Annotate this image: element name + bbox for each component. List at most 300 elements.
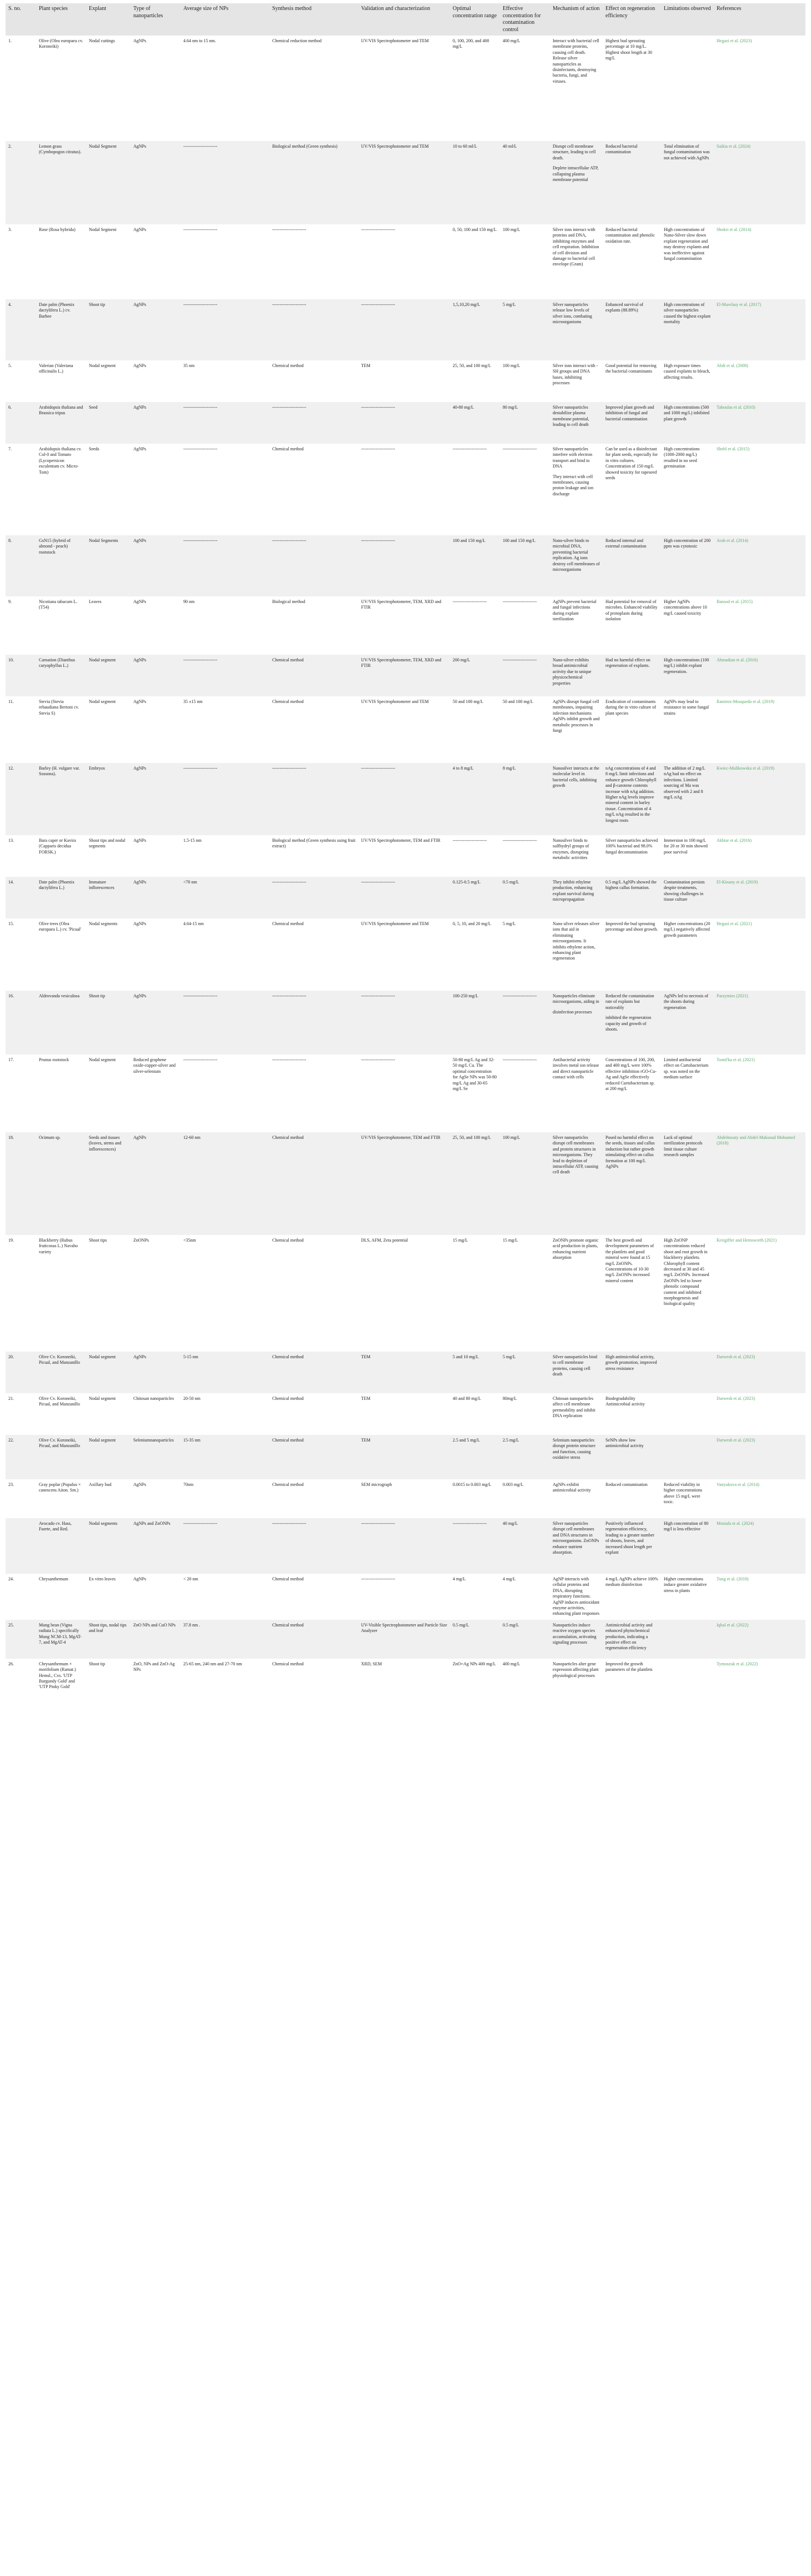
cell-reference-link[interactable]: Shebl et al. (2015) [714, 444, 805, 535]
cell-sno: 25. [6, 1620, 36, 1659]
cell-explant: Shoot tip [86, 991, 131, 1054]
cell-regeneration-paragraph: 4 mg/L AgNPs achieve 100% medium disinfection [605, 1576, 658, 1588]
cell-sno: 26. [6, 1659, 36, 1703]
cell-validation: UV/VIS Spectrophotometer, TEM, XRD and FTIR [358, 596, 450, 655]
cell-np-type: AgNPs and ZnONPs [131, 1518, 181, 1574]
cell-mechanism [550, 1574, 603, 1620]
cell-reference-link[interactable]: Abdi et al. (2008) [714, 360, 805, 402]
cell-sno: 8. [6, 535, 36, 596]
cell-validation: TEM [358, 1352, 450, 1393]
cell-regeneration-paragraph: Improved plant growth and inhibition of fungal and bacterial contamination [605, 405, 654, 421]
cell-explant: Shoot tips and nodal segments [86, 835, 131, 877]
cell-optimal-conc: 50 and 100 mg/L [450, 696, 500, 763]
cell-mechanism-paragraph: Nano-silver exhibits broad antimicrobial activity due to unique physicochemical properties [553, 657, 592, 686]
cell-avg-size: < 20 nm [181, 1574, 269, 1620]
cell-sno [6, 1518, 36, 1574]
cell-sno: 18. [6, 1132, 36, 1235]
cell-avg-size: ----------------------- [181, 402, 269, 444]
cell-np-type: AgNPs [131, 444, 181, 535]
cell-mechanism [550, 1518, 603, 1574]
cell-synthesis: ----------------------- [269, 991, 358, 1054]
cell-optimal-conc: 1,5,10,20 mg/L [450, 299, 500, 360]
cell-limitations [661, 444, 714, 535]
cell-effective-conc: 400 mg/L [500, 36, 550, 141]
cell-avg-size: 35 ±15 nm [181, 696, 269, 763]
cell-optimal-conc: ----------------------- [450, 596, 500, 655]
cell-synthesis: Chemical method [269, 696, 358, 763]
header-synthesis: Synthesis method [269, 3, 358, 36]
cell-regeneration-paragraph: The best growth and development parameters of the plantlets and good mineral were found at 15 mg/L ZnONPs. Concentrations of 10-30 mg/L ZnONPs increased mineral content [605, 1238, 654, 1283]
cell-plant-species: Olive Cv. Koroneiki, Picual, and Manzanillo [36, 1393, 86, 1435]
cell-optimal-conc: 0.5 mg/L [450, 1620, 500, 1659]
cell-validation: ----------------------- [358, 299, 450, 360]
header-effective-conc: Effective concentration for contamination control [500, 3, 550, 36]
table-row [6, 1659, 805, 1703]
cell-limitations-paragraph: The addition of 2 mg/L nAg had no effect on infections. Limited sourcing of Ma was observed with 2 and 8 mg/L nAg [664, 766, 705, 800]
cell-mechanism [550, 596, 603, 655]
cell-validation: ----------------------- [358, 1518, 450, 1574]
cell-np-type: ZnONPs [131, 1235, 181, 1352]
cell-regeneration [603, 1054, 661, 1132]
cell-effective-conc: 0.5 mg/L [500, 1620, 550, 1659]
cell-mechanism-paragraph: They inhibit ethylene production, enhancing explant survival during micropropagation [553, 880, 594, 902]
cell-limitations-paragraph: AgNPs may lead to resistance in some fungal strains [664, 699, 709, 716]
cell-reference-link[interactable]: Hegazi et al. (2023) [714, 36, 805, 141]
cell-regeneration [603, 1393, 661, 1435]
table-row [6, 360, 805, 402]
cell-mechanism [550, 141, 603, 224]
cell-explant: Embryos [86, 763, 131, 835]
cell-limitations [661, 835, 714, 877]
cell-mechanism [550, 1659, 603, 1703]
cell-avg-size: ----------------------- [181, 224, 269, 299]
cell-limitations [661, 1620, 714, 1659]
cell-regeneration-paragraph: Good potential for removing the bacterial contaminants [605, 363, 657, 374]
cell-regeneration-paragraph: Had no harmful effect on regeneration of explants. [605, 657, 650, 669]
cell-regeneration-paragraph: Positively influenced regeneration efficiency, leading to a greater number of shoots, leaves, and increased shoot length per explant [605, 1521, 654, 1555]
cell-avg-size: 5-15 nm [181, 1352, 269, 1393]
cell-plant-species: Carnation (Dianthus caryophyllus L.) [36, 655, 86, 696]
cell-np-type: AgNPs [131, 360, 181, 402]
cell-regeneration-paragraph: Can be used as a disinfectant for plant seeds, especially for in vitro cultures. Concentration of 150 mg/L showed toxicity for rapeseed seeds [605, 446, 658, 480]
cell-sno: 10. [6, 655, 36, 696]
cell-regeneration-paragraph: Posed no harmful effect on the seeds, tissues and callus induction but rather growth stimulating effect on callus formation at 100 mg/L AgNPs [605, 1135, 655, 1169]
cell-avg-size: 70nm [181, 1479, 269, 1518]
cell-limitations-paragraph: High ZnONP concentrations reduced shoot and root growth in blackberry plantlets. Chlorophyll content decreased at 30 and 45 mg/L ZnONPs. Increased ZnONPs led to lower phenolic compound content and inhibited morphogenesis and biological quality [664, 1238, 709, 1307]
cell-effective-conc: ----------------------- [500, 1054, 550, 1132]
cell-avg-size: ----------------------- [181, 141, 269, 224]
cell-validation: UV/VIS Spectrophotometer, TEM, XRD and FTIR [358, 655, 450, 696]
cell-np-type: AgNPs [131, 596, 181, 655]
cell-mechanism-paragraph: Chitosan nanoparticles affect cell membrane permeability and inhibit DNA replication [553, 1396, 595, 1419]
cell-sno: 4. [6, 299, 36, 360]
cell-effective-conc: 80 mg/L [500, 402, 550, 444]
cell-explant: Nodal Segments [86, 535, 131, 596]
cell-mechanism-paragraph: Silver nanoparticles bind to cell membrane proteins, causing cell death [553, 1354, 597, 1377]
cell-np-type: AgNPs [131, 918, 181, 991]
cell-np-type: AgNPs [131, 696, 181, 763]
cell-np-type: AgNPs [131, 655, 181, 696]
cell-np-type: AgNPs [131, 877, 181, 918]
cell-validation: UV/VIS Spectrophotometer and TEM [358, 696, 450, 763]
cell-regeneration-paragraph: Highest bud sprouting percentage at 10 mg/L. Highest shoot length at 30 mg/L [605, 38, 652, 61]
cell-regeneration [603, 596, 661, 655]
cell-avg-size: 90 nm [181, 596, 269, 655]
table-row [6, 141, 805, 224]
cell-optimal-conc: ----------------------- [450, 1518, 500, 1574]
cell-limitations-paragraph: Higher concentrations (20 mg/L) negatively affected growth parameters [664, 921, 710, 938]
cell-optimal-conc: 100-250 mg/L [450, 991, 500, 1054]
cell-regeneration-paragraph: Improved the growth parameters of the plantlets [605, 1661, 653, 1673]
cell-avg-size: ----------------------- [181, 763, 269, 835]
cell-regeneration [603, 1479, 661, 1518]
cell-mechanism [550, 224, 603, 299]
cell-reference-link[interactable]: Parzymies (2021) [714, 991, 805, 1054]
cell-sno: 12. [6, 763, 36, 835]
cell-sno: 13. [6, 835, 36, 877]
cell-plant-species: Date palm (Phoenix dactylifera L.) [36, 877, 86, 918]
cell-validation: TEM [358, 1393, 450, 1435]
cell-mechanism [550, 1235, 603, 1352]
cell-optimal-conc: 4 to 8 mg/L [450, 763, 500, 835]
header-limitations: Limitations observed [661, 3, 714, 36]
cell-np-type: AgNPs [131, 535, 181, 596]
cell-validation: ----------------------- [358, 535, 450, 596]
header-optimal-conc: Optimal concentration range [450, 3, 500, 36]
cell-explant: Nodal segments [86, 1518, 131, 1574]
cell-plant-species: Chrysanthemum [36, 1574, 86, 1620]
cell-limitations-paragraph: High exposure times caused explants to bleach, affecting results. [664, 363, 710, 380]
cell-reference-link[interactable]: Abdelmoaty and Abdel-Maksoud Mohamed (2018) [714, 1132, 805, 1235]
cell-regeneration [603, 141, 661, 224]
table-row [6, 36, 805, 141]
cell-limitations [661, 763, 714, 835]
cell-regeneration [603, 1235, 661, 1352]
cell-regeneration [603, 535, 661, 596]
cell-synthesis: Chemical method [269, 1132, 358, 1235]
cell-explant: Immature inflorescences [86, 877, 131, 918]
cell-mechanism-paragraph: Nanoparticles alter gene expression affecting plant physiological processes [553, 1661, 599, 1678]
cell-reference-link[interactable]: Tung et al. (2018) [714, 1574, 805, 1620]
cell-sno: 2. [6, 141, 36, 224]
cell-sno: 11. [6, 696, 36, 763]
cell-sno: 23. [6, 1479, 36, 1518]
cell-reference-link[interactable]: Tomička et al. (2021) [714, 1054, 805, 1132]
cell-plant-species: Rose (Rosa hybrida) [36, 224, 86, 299]
cell-regeneration-paragraph: Reduced internal and external contamination [605, 538, 647, 549]
cell-mechanism [550, 1620, 603, 1659]
cell-optimal-conc: ZnO+Ag NPs 400 mg/L [450, 1659, 500, 1703]
cell-mechanism [550, 1352, 603, 1393]
cell-synthesis: Chemical method [269, 1352, 358, 1393]
table-row [6, 1054, 805, 1132]
cell-explant: Axillary bud [86, 1479, 131, 1518]
cell-reference-link[interactable]: Ramirez-Mosqueda et al. (2019) [714, 696, 805, 763]
cell-plant-species: Olive trees (Olea europaea L.) cv. 'Picual' [36, 918, 86, 991]
table-body [6, 36, 805, 1703]
cell-regeneration [603, 763, 661, 835]
cell-effective-conc: 5 mg/L [500, 299, 550, 360]
cell-np-type: AgNPs [131, 835, 181, 877]
cell-reference-link[interactable]: El-Mawlasy et al. (2017) [714, 299, 805, 360]
cell-limitations-paragraph: Immersion in 100 mg/L for 20 or 30 min showed poor survival [664, 838, 708, 855]
cell-sno: 21. [6, 1393, 36, 1435]
cell-np-type: Seleniumnanoparticles [131, 1435, 181, 1479]
cell-regeneration-paragraph: Reduced contamination [605, 1482, 648, 1487]
cell-validation: ----------------------- [358, 763, 450, 835]
cell-plant-species: Bara caper or Kavira (Capparis decidua FORSK.) [36, 835, 86, 877]
cell-limitations [661, 1352, 714, 1393]
cell-explant: Shoot tip [86, 1659, 131, 1703]
cell-effective-conc: ----------------------- [500, 655, 550, 696]
cell-plant-species: Arabidopsis thaliana cv. Col-0 and Tomato (Lycopersicon esculentum cv. Micro-Tom) [36, 444, 86, 535]
table-row [6, 696, 805, 763]
cell-optimal-conc: 10 to 60 ml/L [450, 141, 500, 224]
table-row [6, 1620, 805, 1659]
cell-synthesis: Chemical method [269, 1435, 358, 1479]
cell-plant-species: GsN15 (hybrid of almond - peach) rootstock [36, 535, 86, 596]
cell-np-type: AgNPs [131, 991, 181, 1054]
cell-effective-conc: 100 mg/L [500, 224, 550, 299]
cell-sno: 5. [6, 360, 36, 402]
cell-synthesis: Chemical method [269, 655, 358, 696]
table-row [6, 763, 805, 835]
cell-effective-conc: ----------------------- [500, 444, 550, 535]
cell-mechanism-paragraph: Disrupt cell membrane structure, leading to cell death. [553, 144, 596, 160]
cell-limitations [661, 1435, 714, 1479]
cell-explant: Nodal segment [86, 1054, 131, 1132]
cell-explant: Ex vitro leaves [86, 1574, 131, 1620]
cell-reference-link[interactable]: Vanyukova et al. (2014) [714, 1479, 805, 1518]
cell-synthesis: Biological method [269, 596, 358, 655]
cell-effective-conc: 4 mg/L [500, 1574, 550, 1620]
cell-validation: SEM micrograph [358, 1479, 450, 1518]
cell-validation: ----------------------- [358, 877, 450, 918]
cell-reference-link[interactable]: Arab et al. (2014) [714, 535, 805, 596]
cell-avg-size: ----------------------- [181, 444, 269, 535]
cell-explant: Shoot tips [86, 1235, 131, 1352]
cell-limitations [661, 1235, 714, 1352]
cell-plant-species: Date palm (Phoenix dactylifera L.) cv. Barhee [36, 299, 86, 360]
cell-mechanism-paragraph: Selenium nanoparticles disrupt protein structure and function, causing oxidative stress [553, 1438, 595, 1460]
cell-sno: 3. [6, 224, 36, 299]
cell-reference-link[interactable]: Mostafa et al. (2024) [714, 1518, 805, 1574]
table-row [6, 224, 805, 299]
cell-mechanism-paragraph: Silver ions interact with proteins and DNA, inhibiting enzymes and cell respiration. Inhibition of cell division and damage to bacterial cell envelope (Gram) [553, 227, 599, 267]
cell-plant-species: Arabidopsis thaliana and Brassica tripus [36, 402, 86, 444]
cell-mechanism [550, 1435, 603, 1479]
cell-mechanism [550, 655, 603, 696]
cell-synthesis: ----------------------- [269, 763, 358, 835]
table-row [6, 1479, 805, 1518]
cell-regeneration [603, 1620, 661, 1659]
cell-np-type: AgNPs [131, 224, 181, 299]
cell-explant: Nodal segment [86, 1393, 131, 1435]
cell-regeneration [603, 1435, 661, 1479]
cell-limitations [661, 596, 714, 655]
cell-limitations [661, 655, 714, 696]
cell-validation: ----------------------- [358, 991, 450, 1054]
cell-plant-species: Gray poplar (Populus × canescens Aiton. Sm.) [36, 1479, 86, 1518]
cell-optimal-conc: ----------------------- [450, 835, 500, 877]
cell-synthesis: Chemical method [269, 918, 358, 991]
cell-validation: UV-Visible Spectrophotometer and Particle Size Analyzer [358, 1620, 450, 1659]
cell-reference-link[interactable]: Kwiec-Malikowska et al. (2019) [714, 763, 805, 835]
cell-effective-conc: 100 and 150 mg/L [500, 535, 550, 596]
cell-effective-conc: 40 ml/L [500, 141, 550, 224]
cell-regeneration [603, 835, 661, 877]
table-row [6, 1352, 805, 1393]
cell-np-type: AgNPs [131, 141, 181, 224]
cell-synthesis: Chemical method [269, 1479, 358, 1518]
cell-limitations-paragraph: High concentrations (500 and 1000 mg/L) inhibited plant growth [664, 405, 709, 421]
cell-limitations [661, 141, 714, 224]
cell-explant: Leaves [86, 596, 131, 655]
cell-regeneration [603, 360, 661, 402]
cell-explant: Nodal Segment [86, 141, 131, 224]
header-sno: S. no. [6, 3, 36, 36]
cell-validation: TEM [358, 360, 450, 402]
cell-limitations [661, 1054, 714, 1132]
cell-np-type: AgNPs [131, 1574, 181, 1620]
cell-regeneration [603, 877, 661, 918]
cell-reference-link[interactable]: Darwesh et al. (2023) [714, 1352, 805, 1393]
cell-synthesis: ----------------------- [269, 1518, 358, 1574]
cell-regeneration-paragraph: Antimicrobial activity and enhanced phytochemical production, indicating a positive effect on regeneration efficiency [605, 1622, 653, 1651]
cell-regeneration [603, 224, 661, 299]
cell-np-type: AgNPs [131, 299, 181, 360]
cell-validation: UV/VIS Spectrophotometer and TEM [358, 36, 450, 141]
cell-reference-link[interactable]: Darwesh et al. (2023) [714, 1435, 805, 1479]
cell-limitations-paragraph: Total elimination of fungal contamination was not achieved with AgNPs [664, 144, 710, 160]
table-header-row [6, 3, 805, 36]
cell-sno: 22. [6, 1435, 36, 1479]
cell-np-type: AgNPs [131, 1352, 181, 1393]
cell-effective-conc: 40 mg/L [500, 1518, 550, 1574]
cell-plant-species: Avocado cv. Hass, Fuerte, and Red. [36, 1518, 86, 1574]
cell-optimal-conc: 50-80 mg/L Ag and 32-50 mg/L Cu. The optimal concentration for AgSe NPs was 50-80 mg/L Ag and 30-65 mg/L Se [450, 1054, 500, 1132]
cell-mechanism-paragraph: Nanosilver binds to sulfhydryl groups of enzymes, disrupting metabolic activities [553, 838, 589, 861]
cell-limitations-paragraph: High concentration of 80 mg/l is less effective [664, 1521, 709, 1532]
cell-limitations [661, 224, 714, 299]
cell-mechanism-paragraph: Nano silver releases silver ions that aid in eliminating microorganisms. It inhibits ethylene action, enhancing plant regeneration [553, 921, 600, 961]
cell-reference-link[interactable]: Darwesh et al. (2023) [714, 1393, 805, 1435]
table-row [6, 1518, 805, 1574]
cell-limitations [661, 1659, 714, 1703]
cell-regeneration [603, 36, 661, 141]
cell-effective-conc: 100 mg/L [500, 360, 550, 402]
cell-avg-size: ----------------------- [181, 535, 269, 596]
cell-np-type: AgNPs [131, 36, 181, 141]
cell-synthesis: Chemical method [269, 1620, 358, 1659]
cell-limitations-paragraph: Reduced viability in higher concentrations above 15 mg/L were toxic. [664, 1482, 703, 1505]
cell-sno: 1. [6, 36, 36, 141]
cell-explant: Nodal segment [86, 1435, 131, 1479]
cell-reference-link[interactable]: Akhtar et al. (2016) [714, 835, 805, 877]
cell-limitations [661, 1574, 714, 1620]
cell-synthesis: Chemical method [269, 1574, 358, 1620]
cell-sno: 19. [6, 1235, 36, 1352]
cell-mechanism [550, 1393, 603, 1435]
cell-mechanism-paragraph: AgNPs disrupt fungal cell membranes, impairing infection mechanisms AgNPs inhibit growth and metabolic processes in fungi [553, 699, 600, 733]
cell-plant-species: Olive Cv. Koroneiki, Picual, and Manzanillo [36, 1435, 86, 1479]
cell-regeneration-paragraph: Had potential for removal of microbes. Enhanced viability of protoplasts during isolation [605, 599, 658, 622]
cell-synthesis: ----------------------- [269, 877, 358, 918]
table-row [6, 444, 805, 535]
header-regeneration: Effect on regeneration efficiency [603, 3, 661, 36]
cell-plant-species: Lemon grass (Cymbopogon citratus). [36, 141, 86, 224]
cell-reference-link[interactable]: Bansod et al. (2015) [714, 596, 805, 655]
cell-reference-link[interactable]: Kreigiffer and Hemsworth (2021) [714, 1235, 805, 1352]
cell-mechanism-paragraph: Silver nanoparticles release low levels of silver ions, combating microorganisms [553, 302, 592, 325]
cell-synthesis: Chemical method [269, 1235, 358, 1352]
cell-limitations [661, 535, 714, 596]
cell-sno: 24. [6, 1574, 36, 1620]
cell-mechanism-paragraph: AgNPs exhibit antimicrobial activity [553, 1482, 591, 1493]
cell-avg-size: ----------------------- [181, 1054, 269, 1132]
cell-explant: Seed [86, 402, 131, 444]
cell-mechanism [550, 991, 603, 1054]
cell-reference-link[interactable]: Shokri et al. (2014) [714, 224, 805, 299]
cell-limitations [661, 696, 714, 763]
cell-regeneration-paragraph: Enhanced survival of explants (88.89%) [605, 302, 643, 313]
cell-explant: Nodal segments [86, 918, 131, 991]
cell-mechanism [550, 36, 603, 141]
cell-mechanism-paragraph: AgNPs prevent bacterial and fungal infections during explant sterilization [553, 599, 597, 622]
cell-regeneration-paragraph: SeNPs show low antimicrobial activity [605, 1438, 644, 1449]
cell-regeneration [603, 402, 661, 444]
cell-reference-link[interactable]: Iqbal et al. (2022) [714, 1620, 805, 1659]
cell-mechanism [550, 1132, 603, 1235]
cell-effective-conc: ----------------------- [500, 596, 550, 655]
cell-sno: 9. [6, 596, 36, 655]
cell-plant-species: Barley (H. vulgare var. Sossona). [36, 763, 86, 835]
cell-avg-size: <35nm [181, 1235, 269, 1352]
cell-regeneration [603, 918, 661, 991]
cell-reference-link[interactable]: Hegazi et al. (2021) [714, 918, 805, 991]
table-row [6, 918, 805, 991]
cell-reference-link[interactable]: Saikia et al. (2024) [714, 141, 805, 224]
cell-synthesis: Chemical method [269, 1659, 358, 1703]
cell-sno: 16. [6, 991, 36, 1054]
cell-validation: ----------------------- [358, 402, 450, 444]
cell-limitations-paragraph: AgNPs led to necrosis of the shoots during regeneration [664, 993, 708, 1010]
cell-limitations-paragraph: High concentrations of silver nanoparticles caused the highest explant mortality [664, 302, 711, 325]
cell-mechanism [550, 535, 603, 596]
cell-synthesis: ----------------------- [269, 299, 358, 360]
cell-mechanism-paragraph: disinfection processes [553, 1009, 592, 1015]
cell-mechanism-paragraph: Interact with bacterial cell membrane proteins, causing cell death. Release silver nanoparticles as disinfectants, destroying bacteria, fungi, and viruses. [553, 38, 599, 84]
cell-mechanism [550, 299, 603, 360]
cell-limitations-paragraph: Contamination persists despite treatments, showing challenges in tissue culture [664, 880, 705, 902]
cell-reference-link[interactable]: El-Kinany et al. (2019) [714, 877, 805, 918]
cell-optimal-conc: 40-80 mg/L [450, 402, 500, 444]
cell-limitations [661, 1393, 714, 1435]
cell-reference-link[interactable]: Tahoulas et al. (2010) [714, 402, 805, 444]
cell-mechanism-paragraph: Nanosilver interacts at the molecular level in bacterial cells, inhibiting growth [553, 766, 599, 789]
header-avg-size: Average size of NPs [181, 3, 269, 36]
cell-regeneration [603, 299, 661, 360]
cell-explant: Nodal Segment [86, 224, 131, 299]
cell-synthesis: Biological method (Green synthesis using fruit extract) [269, 835, 358, 877]
cell-avg-size: <70 nm [181, 877, 269, 918]
cell-regeneration-paragraph: High antimicrobial activity, growth promotion, improved stress resistance [605, 1354, 657, 1371]
cell-mechanism [550, 835, 603, 877]
cell-limitations [661, 1518, 714, 1574]
table-row [6, 991, 805, 1054]
cell-reference-link[interactable]: Tymoszuk et al. (2022) [714, 1659, 805, 1703]
cell-reference-link[interactable]: Ahmadian et al. (2016) [714, 655, 805, 696]
